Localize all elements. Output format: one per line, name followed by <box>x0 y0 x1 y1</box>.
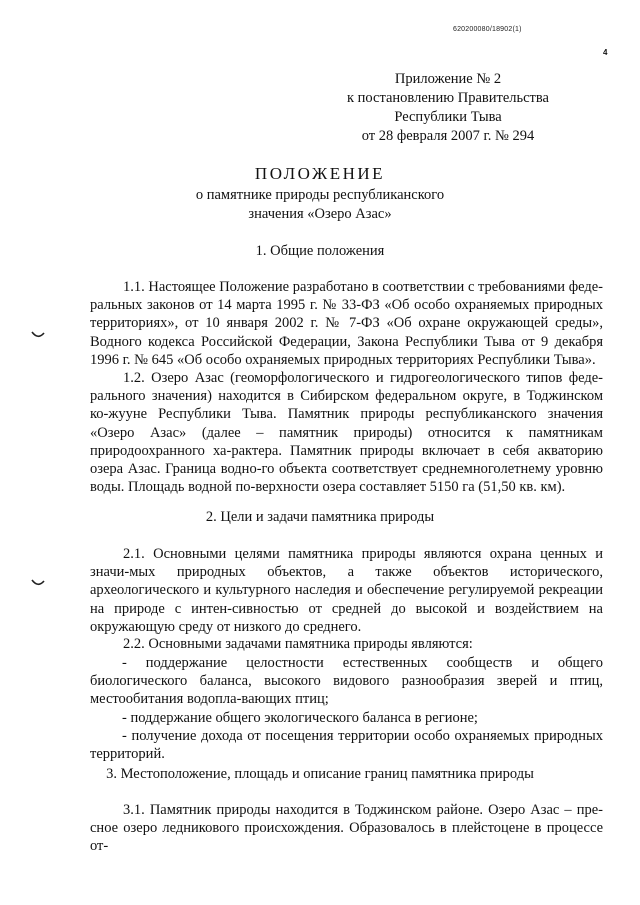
section-heading: 2. Цели и задачи памятника природы <box>205 509 435 525</box>
paragraph: 1.1. Настоящее Положение разработано в соответствии с требованиями феде-ральных законов от 14 марта 1995 г. № 33-ФЗ «Об особо охраняемых природных территориях», от 10 января 2002 г. № 7-ФЗ «Об охране окружающей среды», Водного кодекса Российской Федерации, Закона Республики Тыва от 9 декабря 1996 г. № 645 «Об особо охраняемых природных территориях Республики Тыва». <box>90 279 603 368</box>
document-subtitle <box>60 186 580 224</box>
appendix-line: к постановлению Правительства <box>347 90 549 106</box>
appendix-block <box>318 70 578 146</box>
appendix-line: Республики Тыва <box>394 109 502 125</box>
subtitle-line: о памятнике природы республиканского <box>195 187 445 203</box>
paragraph: 2.1. Основными целями памятника природы являются охрана ценных и значи-мых природных объектов, а также объектов исторического, археологического и культурного наследия и обеспечение регулируемой рекреации на природе с интен-сивностью от средней до высокой и воздействием на окружающую среду от низкого до среднего. <box>90 546 603 635</box>
hole-punch-mark <box>31 579 45 587</box>
page-number: 4 <box>603 48 608 57</box>
subtitle-line: значения «Озеро Азас» <box>248 206 392 222</box>
list-item: - поддержание общего экологического баланса в регионе; <box>122 710 478 726</box>
list-item: - поддержание целостности естественных сообществ и общего биологического баланса, высокого видового разнообразия зверей и птиц, местообитания водопла-вающих птиц; <box>90 655 603 708</box>
document-id: 620200080/18902(1) <box>453 26 522 33</box>
appendix-line: Приложение № 2 <box>394 71 502 87</box>
paragraph: 3.1. Памятник природы находится в Тоджинском районе. Озеро Азас – пре-сное озеро ледникового происхождения. Образовалось в плейстоцене в процессе от- <box>90 802 603 855</box>
section-heading: 3. Местоположение, площадь и описание границ памятника природы <box>106 766 534 782</box>
paragraph: 2.2. Основными задачами памятника природы являются: <box>123 636 473 652</box>
paragraph: 1.2. Озеро Азас (геоморфологического и гидрогеологического типов феде-рального значения) находится в Сибирском федеральном округе, в Тоджинском ко-жууне Республики Тыва. Памятник природы республиканского значения «Озеро Азас» (далее – памятник природы) относится к памятникам природоохранного ха-рактера. Памятник природы включает в себя акваторию озера Азас. Граница водно-го объекта соответствует среднемноголетнему уровню воды. Площадь водной по-верхности озера составляет 5150 га (51,50 кв. км). <box>90 370 603 496</box>
section-heading: 1. Общие положения <box>255 243 385 259</box>
appendix-line: от 28 февраля 2007 г. № 294 <box>361 128 535 144</box>
document-title: ПОЛОЖЕНИЕ <box>254 164 386 183</box>
list-item: - получение дохода от посещения территории особо охраняемых природных территорий. <box>90 728 603 763</box>
hole-punch-mark <box>31 331 45 339</box>
